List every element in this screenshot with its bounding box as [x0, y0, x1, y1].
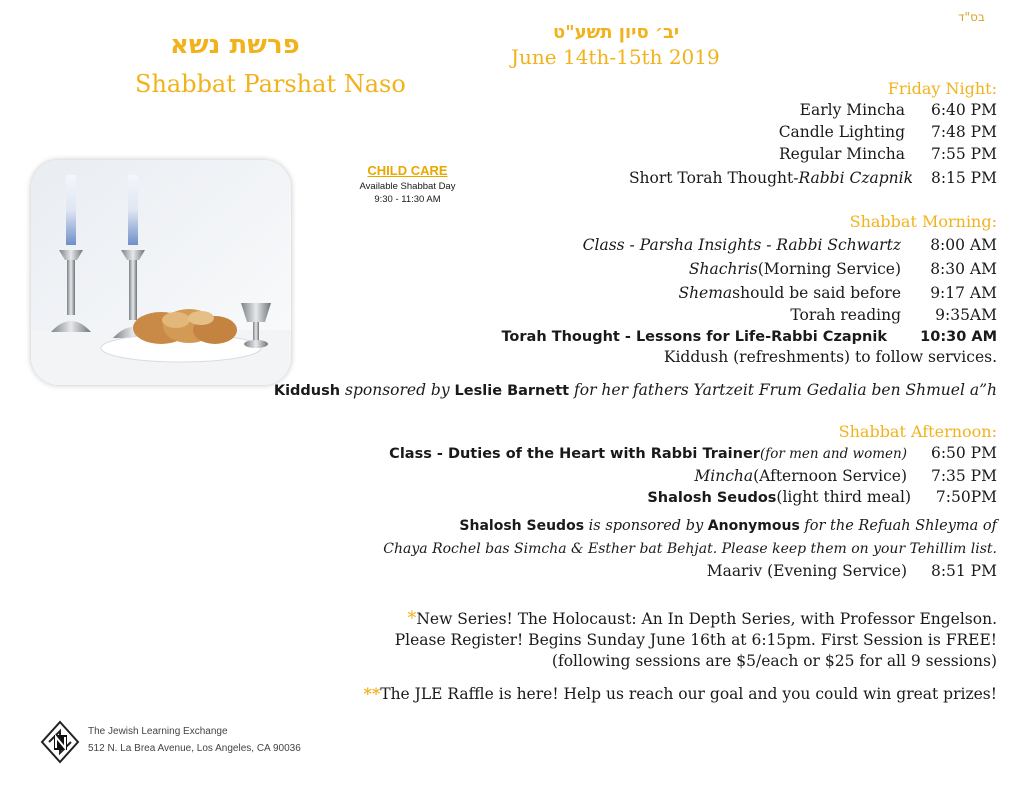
holocaust-series-line1 — [407, 608, 997, 630]
hebrew-date: יב׳ סיון תשע"ט — [553, 22, 680, 43]
schedule-time: 6:50 PM — [930, 444, 997, 462]
schedule-row — [779, 121, 997, 143]
schedule-row — [694, 465, 997, 487]
schedule-row — [629, 167, 997, 189]
child-care-box — [355, 163, 460, 205]
schedule-label: should be said before — [732, 284, 901, 302]
schedule-time: 6:40 PM — [930, 101, 997, 119]
schedule-time: 9:35AM — [935, 306, 997, 324]
child-care-title: CHILD CARE — [367, 163, 448, 178]
sponsor-word: Kiddush — [273, 383, 341, 399]
schedule-row — [707, 560, 997, 582]
schedule-label-italic: Mincha — [694, 467, 754, 485]
star-marker: * — [407, 608, 417, 629]
schedule-label: Torah Thought - Lessons for Life-Rabbi Czapnik — [501, 329, 887, 345]
schedule-row — [583, 234, 997, 256]
schedule-label-italic: Shachris — [688, 260, 758, 278]
holocaust-series-line3: (following sessions are $5/each or $25 for all 9 sessions) — [551, 652, 997, 670]
schedule-label-note: (for men and women) — [759, 446, 907, 462]
schedule-row — [389, 442, 997, 464]
raffle-announcement — [364, 683, 998, 705]
schedule-label: Regular Mincha — [779, 145, 905, 163]
schedule-row — [501, 326, 997, 348]
schedule-time: 10:30 AM — [920, 329, 997, 345]
friday-night-heading: Friday Night: — [887, 79, 997, 98]
sponsor-name: Leslie Barnett — [454, 383, 570, 399]
schedule-row — [779, 143, 997, 165]
schedule-row — [689, 258, 997, 280]
schedule-label: Class - Duties of the Heart with Rabbi Trainer — [389, 446, 760, 462]
schedule-label-italic: Shema — [678, 284, 733, 302]
schedule-time: 9:17 AM — [930, 284, 997, 302]
sponsor-word: is sponsored by — [584, 518, 708, 534]
footer-org-name: The Jewish Learning Exchange — [88, 726, 228, 737]
schedule-label: Candle Lighting — [778, 123, 905, 141]
kiddush-note: Kiddush (refreshments) to follow services. — [663, 348, 997, 366]
child-care-line1: Available Shabbat Day — [359, 181, 456, 192]
hebrew-parsha-title: פרשת נשא — [170, 30, 300, 60]
schedule-label: Torah reading — [790, 306, 901, 324]
schedule-time: 7:35 PM — [930, 467, 997, 485]
sponsor-dedication: for her fathers Yartzeit Frum Gedalia ben Shmuel a”h — [569, 381, 997, 399]
holocaust-series-line2: Please Register! Begins Sunday June 16th at 6:15pm. First Session is FREE! — [394, 631, 997, 649]
schedule-label: Early Mincha — [799, 101, 905, 119]
bsd-mark: בס"ד — [958, 10, 985, 24]
schedule-time: 8:51 PM — [930, 562, 997, 580]
schedule-label: (light third meal) — [776, 488, 911, 506]
schedule-time: 7:50PM — [935, 488, 997, 506]
schedule-row — [800, 99, 997, 121]
parsha-english-title: Shabbat Parshat Naso — [135, 70, 406, 98]
sponsor-dedication: for the Refuah Shleyma of — [799, 518, 997, 534]
schedule-label: Class - Parsha Insights - Rabbi Schwartz — [582, 236, 901, 254]
sponsor-word: sponsored by — [340, 381, 455, 399]
schedule-time: 8:15 PM — [930, 169, 997, 187]
announcement-text: New Series! The Holocaust: An In Depth Series, with Professor Engelson. — [416, 610, 997, 628]
schedule-time: 7:55 PM — [930, 145, 997, 163]
shabbat-afternoon-heading: Shabbat Afternoon: — [838, 422, 997, 441]
shabbat-morning-heading: Shabbat Morning: — [849, 212, 997, 231]
shalosh-seudos-sponsor-line2: Chaya Rochel bas Simcha & Esther bat Behjat. Please keep them on your Tehillim list. — [383, 541, 997, 557]
announcement-text: The JLE Raffle is here! Help us reach our goal and you could win great prizes! — [380, 685, 997, 703]
shabbat-table-image — [31, 160, 291, 385]
footer-address: 512 N. La Brea Avenue, Los Angeles, CA 90036 — [88, 743, 301, 754]
child-care-line2: 9:30 - 11:30 AM — [374, 194, 441, 205]
schedule-label-bold: Shalosh Seudos — [647, 490, 777, 506]
schedule-row — [678, 282, 997, 304]
kiddush-sponsor — [274, 380, 997, 402]
schedule-label-speaker: Rabbi Czapnik — [798, 169, 913, 187]
schedule-label: (Morning Service) — [757, 260, 901, 278]
sponsor-word: Shalosh Seudos — [459, 518, 585, 534]
schedule-time: 7:48 PM — [930, 123, 997, 141]
schedule-label: Maariv (Evening Service) — [706, 562, 907, 580]
shalosh-seudos-sponsor — [459, 516, 997, 537]
star-marker: ** — [363, 684, 381, 703]
english-date: June 14th-15th 2019 — [511, 45, 720, 69]
schedule-label: Short Torah Thought- — [628, 169, 799, 187]
sponsor-name: Anonymous — [707, 518, 800, 534]
schedule-row — [647, 486, 997, 508]
schedule-row — [790, 304, 997, 326]
schedule-time: 8:00 AM — [930, 236, 997, 254]
jle-logo-icon — [40, 720, 80, 764]
schedule-time: 8:30 AM — [930, 260, 997, 278]
schedule-label: (Afternoon Service) — [753, 467, 907, 485]
